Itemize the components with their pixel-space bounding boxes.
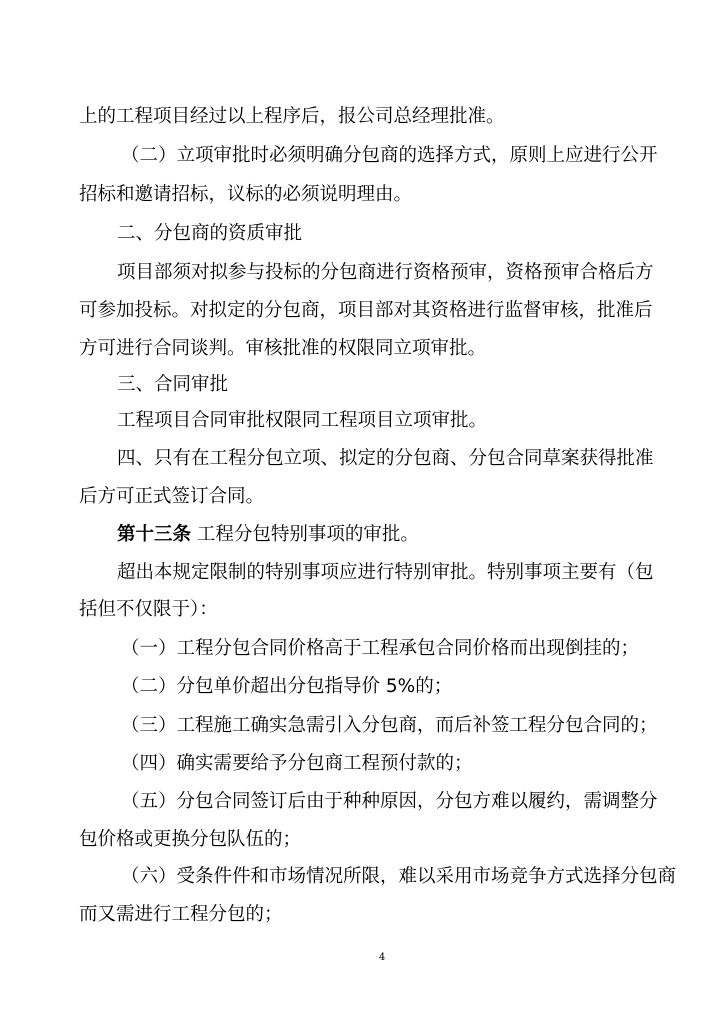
section-heading: 三、合同审批	[117, 374, 229, 395]
body-line: 括但不仅限于）：	[79, 599, 218, 620]
body-line: 工程项目合同审批权限同工程项目立项审批。	[117, 410, 488, 431]
body-line: 四、只有在工程分包立项、拟定的分包商、分包合同草案获得批准	[117, 448, 654, 469]
article-heading	[117, 520, 724, 550]
list-item: （五）分包合同签订后由于种种原因，分包方难以履约，需调整分	[121, 791, 658, 812]
body-line: 后方可正式签订合同。	[79, 486, 265, 507]
body-line: 招标和邀请招标，议标的必须说明理由。	[79, 184, 413, 205]
list-item-continuation: 包价格或更换分包队伍的；	[79, 829, 302, 850]
list-item: （一）工程分包合同价格高于工程承包合同价格而出现倒挂的；	[121, 638, 640, 659]
page-number: 4	[378, 952, 386, 963]
section-heading: 二、分包商的资质审批	[117, 223, 303, 244]
list-item: （四）确实需要给予分包商工程预付款的；	[121, 753, 473, 774]
article-label: 第十三条	[117, 524, 192, 545]
body-line: 可参加投标。对拟定的分包商，项目部对其资格进行监督审核，批准后	[79, 300, 653, 321]
list-item: （六）受条件件和市场情况所限，难以采用市场竞争方式选择分包商	[121, 866, 677, 887]
body-line: 超出本规定限制的特别事项应进行特别审批。特别事项主要有（包	[117, 562, 654, 583]
body-line: 方可进行合同谈判。审核批准的权限同立项审批。	[79, 338, 487, 359]
body-line: 上的工程项目经过以上程序后，报公司总经理批准。	[79, 106, 505, 127]
article-title: 工程分包特别事项的审批。	[191, 524, 419, 545]
list-item: （二）分包单价超出分包指导价 5%的；	[121, 676, 453, 697]
body-line: （二）立项审批时必须明确分包商的选择方式，原则上应进行公开	[121, 145, 658, 166]
body-line: 项目部须对拟参与投标的分包商进行资格预审，资格预审合格后方	[117, 262, 654, 283]
list-item: （三）工程施工确实急需引入分包商，而后补签工程分包合同的；	[121, 715, 658, 736]
list-item-continuation: 而又需进行工程分包的；	[79, 904, 283, 925]
